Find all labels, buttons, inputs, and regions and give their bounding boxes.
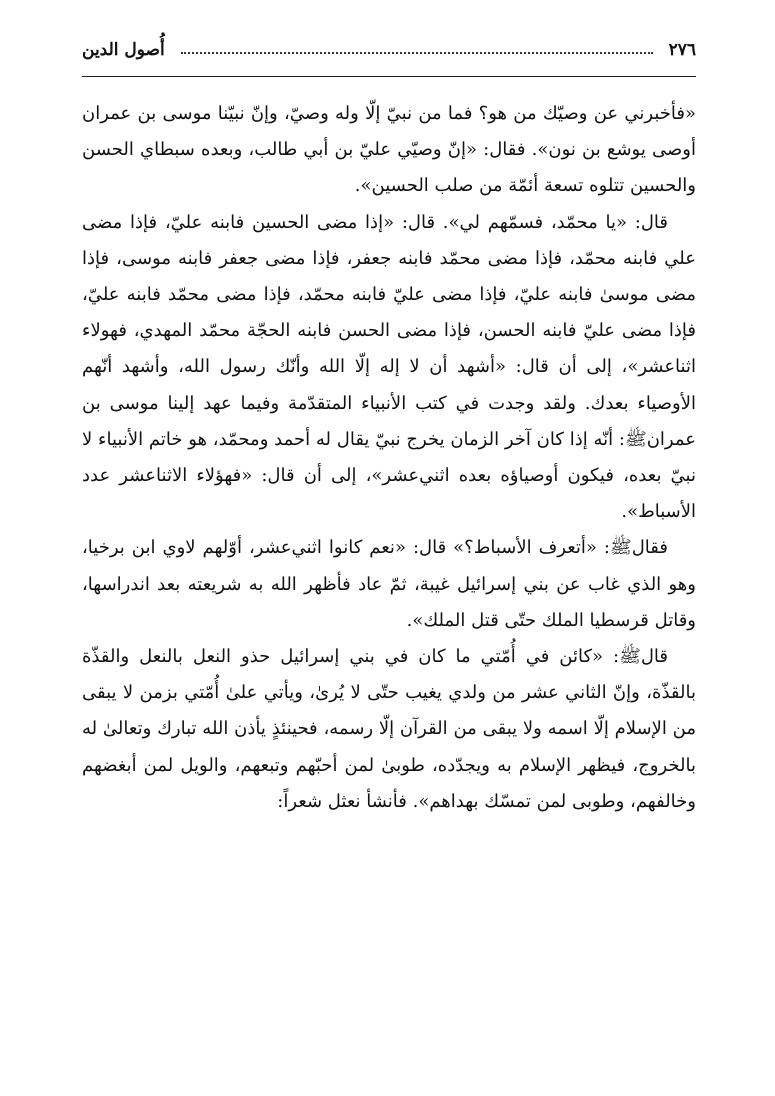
running-title: أُصول الدين (82, 40, 165, 60)
body-text (82, 96, 696, 820)
paragraph-4: قالﷺ: «كائن في أُمّتي ما كان في بني إسرائيل حذو النعل بالنعل والقذّة بالقذّة، وإنّ الثاني عشر من ولدي يغيب حتّى لا يُرىٰ، ويأتي علىٰ أُمّتي بزمن لا يبقى من الإسلام إلّا اسمه ولا يبقى من القرآن إلّا رسمه، فحينئذٍ يأذن الله تبارك وتعالىٰ له بالخروج، فيظهر الإسلام به ويجدّده، طوبىٰ لمن أحبّهم وتبعهم، والويل لمن أبغضهم وخالفهم، وطوبى لمن تمسّك بهداهم». فأنشأ نعثل شعراً: (82, 646, 696, 812)
paragraph-3: فقالﷺ: «أتعرف الأسباط؟» قال: «نعم كانوا اثني‌عشر، أوّلهم لاوي ابن برخيا، وهو الذي غاب عن بني إسرائيل غيبة، ثمّ عاد فأظهر الله به شريعته بعد اندراسها، وقاتل قرسطيا الملك حتّى قتل الملك». (82, 537, 696, 631)
paragraph-2: قال: «يا محمّد، فسمّهم لي». قال: «إذا مضى الحسين فابنه عليّ، فإذا مضى علي فابنه محمّد، فإذا مضى محمّد فابنه جعفر، فإذا مضى جعفر فابنه موسى، فإذا مضى موسىٰ فابنه عليّ، فإذا مضى عليّ فابنه محمّد، فإذا مضى محمّد فابنه عليّ، فإذا مضى عليّ فابنه الحسن، فإذا مضى الحسن فابنه الحجّة محمّد المهدي، فهولاء اثناعشر»، إلى أن قال: «أشهد أن لا إله إلّا الله وأنّك رسول الله، وأشهد أنّهم الأوصياء بعدك. ولقد وجدت في كتب الأنبياء المتقدّمة وفيما عهد إلينا موسى بن عمرانﷺ: أنّه إذا كان آخر الزمان يخرج نبيّ يقال له أحمد ومحمّد، هو خاتم الأنبياء لا نبيّ بعده، فيكون أوصياؤه بعده اثني‌عشر»، إلى أن قال: «فهؤلاء الاثناعشر عدد الأسباط». (82, 211, 696, 523)
page-header (82, 32, 696, 68)
header-rule (82, 76, 696, 77)
page-number: ٢٧٦ (668, 40, 696, 60)
paragraph-1: «فأخبرني عن وصيّك من هو؟ فما من نبيّ إلّا وله وصيّ، وإنّ نبيّنا موسى بن عمران أوصى يوشع بن نون». فقال: «إنّ وصيّي عليّ بن أبي طالب، وبعده سبطاي الحسن والحسين تتلوه تسعة أئمّة من صلب الحسين». (82, 103, 696, 197)
header-dot-leader (181, 52, 653, 54)
